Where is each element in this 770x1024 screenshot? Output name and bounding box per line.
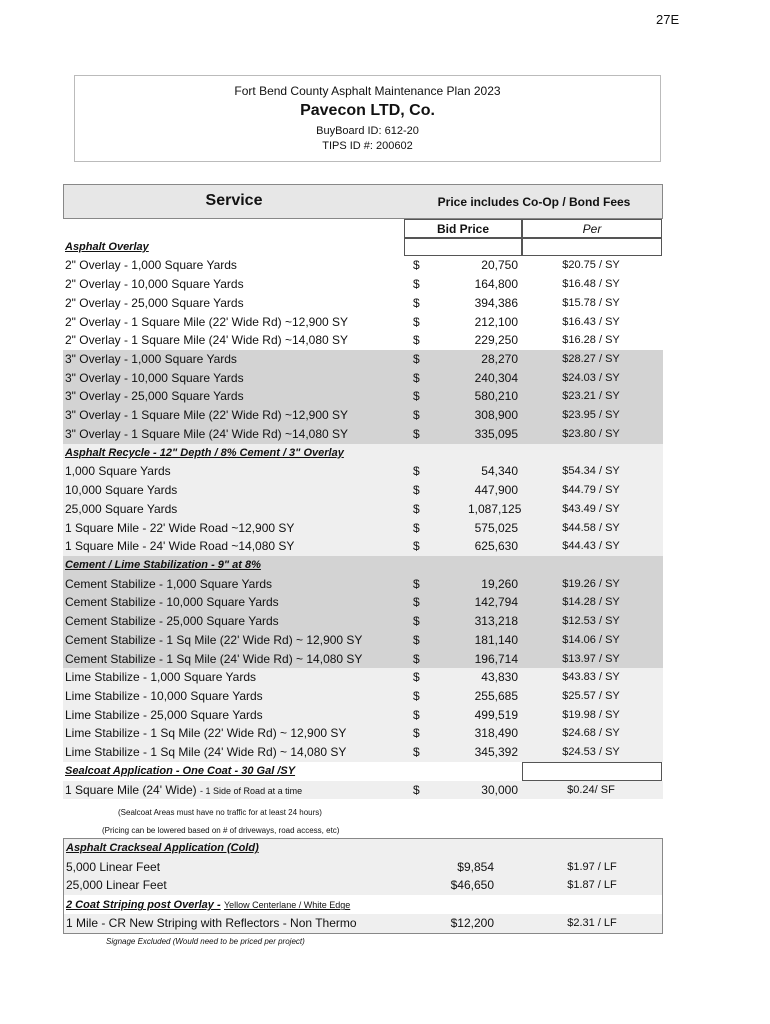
row-label: 1 Mile - CR New Striping with Reflectors - Non Thermo [66,915,357,930]
row-label-text: Lime Stabilize - 1 Sq Mile (24' Wide Rd) ~ 14,080 SY [65,745,347,760]
row-label-text: 3" Overlay - 1,000 Square Yards [65,352,237,367]
row-per: $44.79 / SY [562,484,620,497]
row-label [65,631,362,650]
striping-title: 2 Coat Striping post Overlay - [66,899,221,912]
table-row [63,781,663,800]
table-row [63,631,663,650]
row-label [65,256,237,275]
row-label [65,537,294,556]
page-number: 27E [656,12,680,27]
document-header [74,75,661,162]
table-row [63,575,663,594]
table-row [63,743,663,762]
table-row [64,858,662,877]
row-amount: 212,100 [474,314,518,329]
row-amount: 196,714 [474,651,518,666]
row-amount: 1,087,125 [468,501,522,516]
row-amount: 625,630 [474,539,518,554]
row-amount: 142,794 [474,595,518,610]
row-label-text: Cement Stabilize - 1 Sq Mile (22' Wide Rd) ~ 12,900 SY [65,632,363,647]
row-amount: 345,392 [474,745,518,760]
row-label [65,369,244,388]
row-amount: 313,218 [474,614,518,629]
row-per: $54.34 / SY [562,465,620,478]
row-label [65,406,348,425]
row-label-text: 3" Overlay - 25,000 Square Yards [65,389,244,404]
row-per: $24.03 / SY [562,371,620,384]
row-per: $20.75 / SY [562,259,620,272]
row-amount: 499,519 [474,707,518,722]
section-title: Cement / Lime Stabilization - 9" at 8% [65,558,261,571]
row-label-text: 2" Overlay - 10,000 Square Yards [65,277,244,292]
row-amount: 255,685 [474,688,518,703]
table-row [63,387,663,406]
row-label [65,650,362,669]
row-label-text: 3" Overlay - 1 Square Mile (24' Wide Rd) ~14,080 SY [65,426,349,441]
row-label-text: 25,000 Square Yards [65,501,178,516]
row-amount: 30,000 [481,782,518,797]
row-per: $43.49 / SY [562,502,620,515]
row-per: $1.87 / LF [567,879,617,892]
row-label [65,687,263,706]
row-label [65,575,272,594]
section-title: Sealcoat Application - One Coat - 30 Gal /SY [65,764,296,777]
row-label-text: 1 Square Mile (24' Wide) [65,782,197,797]
row-amount: 181,140 [474,632,518,647]
row-label-text: Lime Stabilize - 1 Sq Mile (22' Wide Rd) ~ 12,900 SY [65,726,347,741]
dollar-sign: $ [413,408,420,423]
row-label-text: Cement Stabilize - 10,000 Square Yards [65,595,279,610]
dollar-sign: $ [413,389,420,404]
row-label-text: Lime Stabilize - 10,000 Square Yards [65,688,263,703]
dollar-sign: $ [413,258,420,273]
bid-price-header: Bid Price [404,219,522,238]
table-row [63,724,663,743]
dollar-sign: $ [413,520,420,535]
price-includes-header: Price includes Co-Op / Bond Fees [437,195,631,209]
table-row [63,500,663,519]
table-row [64,876,662,895]
row-label [65,331,348,350]
per-header: Per [522,219,662,238]
crackseal-title: Asphalt Crackseal Application (Cold) [66,842,259,854]
table-row [63,369,663,388]
empty-cell [404,762,522,781]
crackseal-title-row [64,839,662,858]
dollar-sign: $ [413,595,420,610]
dollar-sign: $ [413,745,420,760]
dollar-sign: $ [413,576,420,591]
empty-cell [404,238,522,257]
row-amount: 28,270 [481,352,518,367]
dollar-sign: $ [413,370,420,385]
row-amount: 43,830 [481,670,518,685]
tips-id: TIPS ID #: 200602 [322,140,413,152]
plan-title: Fort Bend County Asphalt Maintenance Plan 2023 [234,84,501,98]
row-per: $1.97 / LF [567,860,617,873]
row-label-text: Lime Stabilize - 25,000 Square Yards [65,707,263,722]
crackseal-table [63,838,663,934]
dollar-sign: $ [413,614,420,629]
row-amount: $46,650 [450,878,494,893]
table-row [63,425,663,444]
row-label [65,724,346,743]
empty-cell [522,762,662,781]
table-row [63,462,663,481]
row-amount: 20,750 [481,258,518,273]
dollar-sign: $ [413,782,420,797]
row-amount: 575,025 [474,520,518,535]
row-amount: 308,900 [474,408,518,423]
pricing-note: (Pricing can be lowered based on # of driveways, road access, etc) [102,826,340,835]
row-label-text: 1 Square Mile - 22' Wide Road ~12,900 SY [65,520,295,535]
table-header [63,184,663,219]
row-amount: 54,340 [481,464,518,479]
table-row [63,537,663,556]
row-label-text: 2" Overlay - 1,000 Square Yards [65,258,237,273]
table-row [63,294,663,313]
table-row [63,256,663,275]
table-row [64,914,662,933]
row-label-text: 1,000 Square Yards [65,464,171,479]
row-label-text: 10,000 Square Yards [65,483,178,498]
row-amount: $12,200 [450,915,494,930]
row-per: $14.28 / SY [562,596,620,609]
row-label [65,743,346,762]
row-amount: 318,490 [474,726,518,741]
row-amount: 229,250 [474,333,518,348]
row-per: $13.97 / SY [562,652,620,665]
dollar-sign: $ [413,726,420,741]
row-per: $2.31 / LF [567,916,617,929]
row-per: $24.68 / SY [562,727,620,740]
row-per: $23.95 / SY [562,409,620,422]
dollar-sign: $ [413,295,420,310]
row-label-text: 2" Overlay - 25,000 Square Yards [65,295,244,310]
table-row [63,350,663,369]
row-per: $0.24/ SF [567,783,615,796]
dollar-sign: $ [413,539,420,554]
table-row [63,650,663,669]
row-label [65,313,348,332]
dollar-sign: $ [413,464,420,479]
table-body [63,238,663,800]
row-amount: 19,260 [481,576,518,591]
row-label-note: - 1 Side of Road at a time [200,785,303,796]
dollar-sign: $ [413,688,420,703]
row-per: $16.48 / SY [562,278,620,291]
dollar-sign: $ [413,707,420,722]
empty-cell [522,238,662,257]
table-row [63,313,663,332]
row-per: $23.21 / SY [562,390,620,403]
row-label [65,275,244,294]
row-label [65,481,177,500]
striping-subtitle: Yellow Centerlane / White Edge [223,900,351,911]
dollar-sign: $ [413,352,420,367]
table-row [63,687,663,706]
row-label [65,668,256,687]
pricing-table [63,184,663,799]
row-per: $19.26 / SY [562,577,620,590]
row-label-text: 3" Overlay - 1 Square Mile (22' Wide Rd) ~12,900 SY [65,408,349,423]
buyboard-id: BuyBoard ID: 612-20 [316,125,419,137]
row-amount: 164,800 [474,277,518,292]
row-label [65,781,302,801]
row-per: $25.57 / SY [562,689,620,702]
dollar-sign: $ [413,426,420,441]
section-title-row [63,762,663,781]
row-per: $28.27 / SY [562,353,620,366]
row-per: $16.43 / SY [562,315,620,328]
row-per: $14.06 / SY [562,633,620,646]
row-amount: 580,210 [474,389,518,404]
row-label-text: 2" Overlay - 1 Square Mile (24' Wide Rd) ~14,080 SY [65,333,349,348]
row-per: $44.58 / SY [562,521,620,534]
row-label [65,706,263,725]
dollar-sign: $ [413,277,420,292]
section-title-row [63,444,663,463]
service-header: Service [205,192,263,209]
section-title-row [63,556,663,575]
table-row [63,519,663,538]
section-title: Asphalt Recycle - 12" Depth / 8% Cement / 3" Overlay [65,446,344,459]
row-amount: 240,304 [474,370,518,385]
row-label [65,519,294,538]
row-label [65,350,237,369]
dollar-sign: $ [413,632,420,647]
company-name: Pavecon LTD, Co. [300,102,435,119]
table-row [63,406,663,425]
row-amount: 394,386 [474,295,518,310]
row-amount: 335,095 [474,426,518,441]
dollar-sign: $ [413,501,420,516]
row-label-text: 3" Overlay - 10,000 Square Yards [65,370,244,385]
dollar-sign: $ [413,314,420,329]
row-amount: $9,854 [457,859,494,874]
row-per: $43.83 / SY [562,671,620,684]
row-label [65,425,348,444]
row-label-text: Cement Stabilize - 1,000 Square Yards [65,576,273,591]
dollar-sign: $ [413,651,420,666]
table-row [63,668,663,687]
row-label [65,500,177,519]
row-label: 5,000 Linear Feet [66,859,161,874]
striping-title-row [64,895,662,914]
row-label-text: 2" Overlay - 1 Square Mile (22' Wide Rd) ~12,900 SY [65,314,349,329]
table-row [63,593,663,612]
row-label [65,387,244,406]
dollar-sign: $ [413,670,420,685]
section-title: Asphalt Overlay [65,240,149,253]
row-amount: 447,900 [474,483,518,498]
table-row [63,275,663,294]
row-per: $24.53 / SY [562,746,620,759]
dollar-sign: $ [413,333,420,348]
row-per: $16.28 / SY [562,334,620,347]
table-row [63,331,663,350]
section-title-row [63,238,663,257]
column-headers [63,219,663,238]
row-per: $23.80 / SY [562,427,620,440]
row-label-text: Cement Stabilize - 25,000 Square Yards [65,614,279,629]
table-row [63,612,663,631]
row-per: $12.53 / SY [562,615,620,628]
row-per: $44.43 / SY [562,540,620,553]
row-label-text: Cement Stabilize - 1 Sq Mile (24' Wide Rd) ~ 14,080 SY [65,651,363,666]
row-label-text: 1 Square Mile - 24' Wide Road ~14,080 SY [65,539,295,554]
row-label [65,294,244,313]
row-label [65,462,171,481]
row-per: $19.98 / SY [562,708,620,721]
row-label-text: Lime Stabilize - 1,000 Square Yards [65,670,256,685]
row-label [65,593,279,612]
table-row [63,481,663,500]
row-label: 25,000 Linear Feet [66,878,167,893]
dollar-sign: $ [413,483,420,498]
row-label [65,612,279,631]
table-row [63,706,663,725]
sealcoat-note: (Sealcoat Areas must have no traffic for at least 24 hours) [118,808,322,817]
signage-note: Signage Excluded (Would need to be priced per project) [106,937,305,946]
row-per: $15.78 / SY [562,296,620,309]
